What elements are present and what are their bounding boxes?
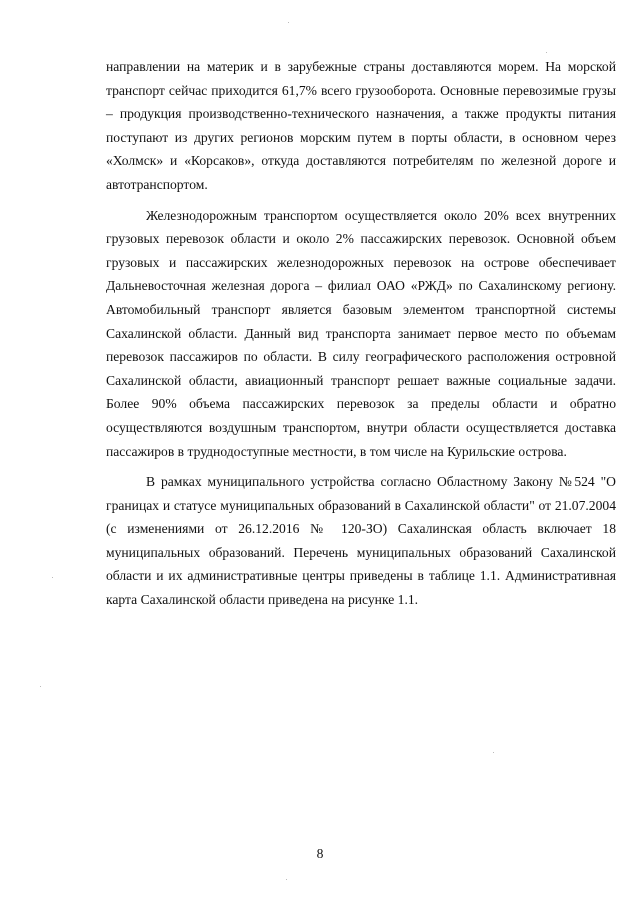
scan-speck <box>286 879 287 880</box>
paragraph-sea-transport: направлении на материк и в зарубежные страны доставляются морем. На морской транспорт сейчас приходится 61,7% всего грузооборота. Основные перевозимые грузы – продукция производственно-технического назначения, а также продукты питания поступают из других регионов морским путем в порты области, в основном через «Холмск» и «Корсаков», откуда доставляются потребителям по железной дороге и автотранспортом. <box>106 59 616 192</box>
scan-speck <box>288 22 289 23</box>
scan-speck <box>546 52 547 53</box>
paragraph-municipal-structure: В рамках муниципального устройства согласно Областному Закону №524 "О границах и статусе муниципальных образований в Сахалинской области" от 21.07.2004 (с изменениями от 26.12.2016 № 120-ЗО) Сахалинская область включает 18 муниципальных образований. Перечень муниципальных образований Сахалинской области и их административные центры приведены в таблице 1.1. Административная карта Сахалинской области приведена на рисунке 1.1. <box>106 474 616 608</box>
scan-speck <box>493 752 494 753</box>
page-number: 8 <box>316 846 324 861</box>
scan-speck <box>40 686 41 687</box>
paragraph-rail-road-air-transport: Железнодорожным транспортом осуществляется около 20% всех внутренних грузовых перевозок области и около 2% пассажирских перевозок. Основной объем грузовых и пассажирских железнодорожных перевозок на острове обеспечивает Дальневосточная железная дорога – филиал ОАО «РЖД» по Сахалинскому региону. Автомобильный транспорт является базовым элементом транспортной системы Сахалинской области. Данный вид транспорта занимает первое место по объемам перевозок пассажиров по области. В силу географического расположения островной Сахалинской области, авиационный транспорт решает важные социальные задачи. Более 90% объема пассажирских перевозок за пределы области и обратно осуществляются воздушным транспортом, внутри области осуществляется доставка пассажиров в труднодоступные местности, в том числе на Курильские острова. <box>106 207 616 459</box>
document-body <box>106 55 616 612</box>
scan-speck <box>52 577 53 578</box>
